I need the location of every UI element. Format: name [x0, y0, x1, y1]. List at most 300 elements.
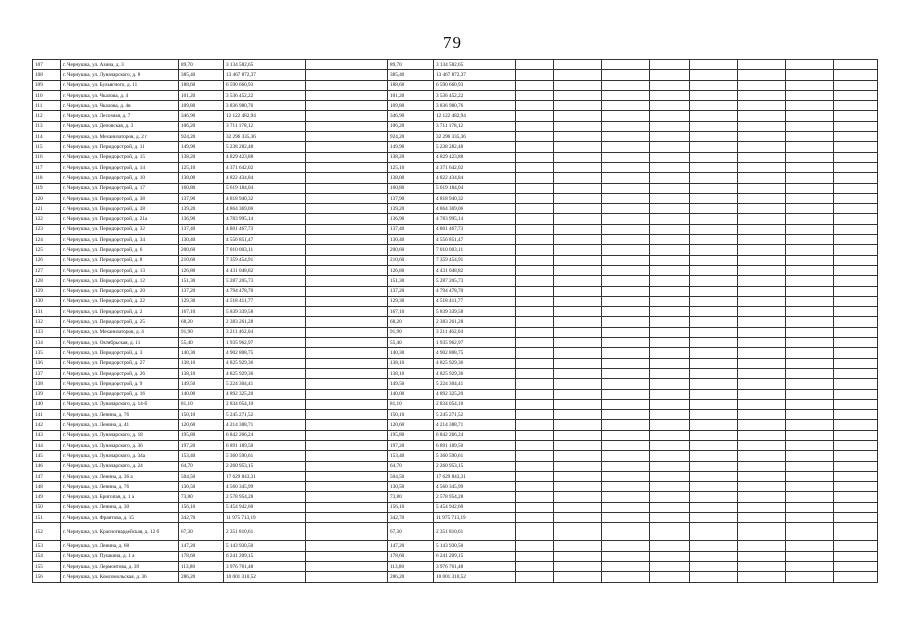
- empty-cell: [690, 162, 738, 172]
- empty-cell: [834, 101, 878, 111]
- area-cell: 504,50: [179, 471, 224, 481]
- address-cell: г. Чернушка, ул. Пермдорстрой, д. 9: [61, 379, 179, 389]
- area-repeat-cell: 138,10: [388, 368, 434, 378]
- area-repeat-cell: 64,70: [388, 461, 434, 471]
- area-repeat-cell: 151,30: [388, 276, 434, 286]
- empty-cell: [834, 348, 878, 358]
- empty-cell: [834, 368, 878, 378]
- empty-cell: [690, 152, 738, 162]
- empty-cell: [554, 121, 602, 131]
- address-cell: г. Чернушка, ул. Пермдорстрой, д. 38: [61, 193, 179, 203]
- table-row: [33, 348, 878, 358]
- cost-repeat-cell: 4 214 388,71: [434, 420, 516, 430]
- area-cell: 149,50: [179, 379, 224, 389]
- empty-cell: [602, 338, 650, 348]
- empty-cell: [738, 513, 786, 523]
- empty-cell: [602, 379, 650, 389]
- empty-col-cell: [306, 70, 388, 80]
- area-cell: 924,20: [179, 132, 224, 142]
- empty-cell: [650, 451, 690, 461]
- empty-cell: [602, 90, 650, 100]
- empty-cell: [602, 572, 650, 582]
- empty-cell: [650, 420, 690, 430]
- cost-cell: 4 892 325,20: [224, 389, 306, 399]
- cost-repeat-cell: 5 245 271,52: [434, 410, 516, 420]
- empty-cell: [738, 255, 786, 265]
- empty-col-cell: [306, 317, 388, 327]
- empty-cell: [602, 451, 650, 461]
- register-table: [32, 59, 878, 583]
- cost-repeat-cell: 4 825 929,36: [434, 368, 516, 378]
- empty-cell: [516, 492, 554, 502]
- empty-cell: [554, 389, 602, 399]
- area-cell: 200,60: [179, 245, 224, 255]
- empty-cell: [738, 358, 786, 368]
- empty-cell: [786, 255, 834, 265]
- area-repeat-cell: 130,40: [388, 235, 434, 245]
- table-row: [33, 183, 878, 193]
- area-cell: 210,60: [179, 255, 224, 265]
- empty-cell: [690, 440, 738, 450]
- cost-cell: 6 241 209,15: [224, 551, 306, 561]
- empty-cell: [554, 451, 602, 461]
- empty-cell: [834, 162, 878, 172]
- row-number-cell: 131: [33, 307, 61, 317]
- row-number-cell: 119: [33, 183, 61, 193]
- area-repeat-cell: 210,60: [388, 255, 434, 265]
- empty-cell: [738, 235, 786, 245]
- empty-cell: [554, 183, 602, 193]
- address-cell: г. Чернушка, ул. Ленина, д. 68: [61, 541, 179, 551]
- empty-cell: [786, 551, 834, 561]
- empty-cell: [690, 513, 738, 523]
- empty-col-cell: [306, 551, 388, 561]
- empty-col-cell: [306, 142, 388, 152]
- empty-cell: [516, 142, 554, 152]
- empty-cell: [554, 338, 602, 348]
- address-cell: г. Чернушка, ул. Луначарского, д. 18: [61, 430, 179, 440]
- empty-cell: [516, 430, 554, 440]
- area-repeat-cell: 504,50: [388, 471, 434, 481]
- cost-repeat-cell: 10 001 310,52: [434, 572, 516, 582]
- empty-cell: [602, 121, 650, 131]
- cost-cell: 4 560 345,99: [224, 482, 306, 492]
- empty-cell: [602, 492, 650, 502]
- empty-cell: [516, 502, 554, 512]
- address-cell: г. Чернушка, ул. Пермдорстрой, д. 22: [61, 296, 179, 306]
- empty-cell: [554, 111, 602, 121]
- page-number: 79: [443, 33, 462, 52]
- empty-cell: [834, 482, 878, 492]
- empty-cell: [834, 142, 878, 152]
- cost-cell: 2 578 954,28: [224, 492, 306, 502]
- area-repeat-cell: 160,80: [388, 183, 434, 193]
- empty-cell: [554, 173, 602, 183]
- address-cell: г. Чернушка, ул. Луначарского, д. 24: [61, 461, 179, 471]
- empty-cell: [690, 410, 738, 420]
- empty-cell: [690, 173, 738, 183]
- cost-cell: 4 556 851,47: [224, 235, 306, 245]
- empty-cell: [834, 561, 878, 571]
- address-cell: г. Чернушка, ул. Пушкина, д. 1 а: [61, 551, 179, 561]
- cost-cell: 3 134 582,65: [224, 60, 306, 70]
- empty-cell: [738, 348, 786, 358]
- empty-cell: [650, 430, 690, 440]
- empty-cell: [738, 551, 786, 561]
- empty-cell: [738, 193, 786, 203]
- area-cell: 130,50: [179, 482, 224, 492]
- empty-cell: [602, 461, 650, 471]
- address-cell: г. Чернушка, ул. Франтова, д. 15: [61, 513, 179, 523]
- empty-cell: [516, 90, 554, 100]
- row-number-cell: 128: [33, 276, 61, 286]
- empty-cell: [516, 265, 554, 275]
- empty-cell: [690, 348, 738, 358]
- empty-cell: [738, 471, 786, 481]
- empty-cell: [834, 541, 878, 551]
- empty-cell: [602, 317, 650, 327]
- address-cell: г. Чернушка, ул. Ленина, д. 41: [61, 420, 179, 430]
- empty-cell: [650, 183, 690, 193]
- row-number-cell: 140: [33, 399, 61, 409]
- empty-cell: [690, 90, 738, 100]
- empty-cell: [554, 502, 602, 512]
- empty-cell: [516, 410, 554, 420]
- area-cell: 67,30: [179, 523, 224, 541]
- table-row: [33, 338, 878, 348]
- empty-cell: [690, 551, 738, 561]
- empty-cell: [516, 60, 554, 70]
- address-cell: г. Чернушка, ул. Комсомольская, д. 36: [61, 572, 179, 582]
- table-row: [33, 204, 878, 214]
- empty-cell: [690, 265, 738, 275]
- empty-cell: [554, 430, 602, 440]
- empty-cell: [690, 368, 738, 378]
- empty-cell: [602, 561, 650, 571]
- empty-cell: [554, 440, 602, 450]
- empty-cell: [554, 572, 602, 582]
- empty-col-cell: [306, 90, 388, 100]
- empty-cell: [602, 471, 650, 481]
- cost-repeat-cell: 2 834 054,10: [434, 399, 516, 409]
- empty-cell: [738, 379, 786, 389]
- address-cell: г. Чернушка, ул. Пермдорстрой, д. 21а: [61, 214, 179, 224]
- empty-cell: [516, 286, 554, 296]
- cost-cell: 2 834 054,10: [224, 399, 306, 409]
- empty-cell: [602, 410, 650, 420]
- empty-cell: [738, 561, 786, 571]
- empty-cell: [650, 214, 690, 224]
- empty-cell: [650, 482, 690, 492]
- empty-cell: [834, 327, 878, 337]
- empty-cell: [690, 471, 738, 481]
- empty-cell: [516, 513, 554, 523]
- row-number-cell: 121: [33, 204, 61, 214]
- empty-col-cell: [306, 235, 388, 245]
- area-repeat-cell: 137,90: [388, 193, 434, 203]
- empty-cell: [690, 224, 738, 234]
- area-cell: 129,30: [179, 296, 224, 306]
- table-row: [33, 142, 878, 152]
- empty-cell: [516, 152, 554, 162]
- empty-cell: [650, 142, 690, 152]
- row-number-cell: 130: [33, 296, 61, 306]
- empty-col-cell: [306, 451, 388, 461]
- cost-repeat-cell: 5 143 930,50: [434, 541, 516, 551]
- cost-cell: 5 839 339,58: [224, 307, 306, 317]
- area-cell: 139,20: [179, 204, 224, 214]
- empty-col-cell: [306, 183, 388, 193]
- row-number-cell: 149: [33, 492, 61, 502]
- empty-cell: [834, 379, 878, 389]
- empty-cell: [516, 183, 554, 193]
- empty-cell: [738, 410, 786, 420]
- empty-cell: [690, 523, 738, 541]
- table-row: [33, 70, 878, 80]
- empty-cell: [516, 420, 554, 430]
- area-cell: 81,10: [179, 399, 224, 409]
- empty-col-cell: [306, 338, 388, 348]
- empty-cell: [690, 461, 738, 471]
- empty-cell: [834, 204, 878, 214]
- row-number-cell: 155: [33, 561, 61, 571]
- empty-col-cell: [306, 348, 388, 358]
- table-row: [33, 471, 878, 481]
- address-cell: г. Чернушка, ул. Пермдорстрой, д. 6: [61, 245, 179, 255]
- empty-cell: [650, 379, 690, 389]
- area-repeat-cell: 286,20: [388, 572, 434, 582]
- cost-cell: 5 454 942,60: [224, 502, 306, 512]
- empty-cell: [738, 101, 786, 111]
- empty-cell: [786, 235, 834, 245]
- empty-cell: [738, 60, 786, 70]
- empty-cell: [602, 296, 650, 306]
- area-repeat-cell: 195,80: [388, 430, 434, 440]
- empty-cell: [690, 70, 738, 80]
- cost-cell: 4 518 411,77: [224, 296, 306, 306]
- empty-cell: [554, 162, 602, 172]
- address-cell: г. Чернушка, ул. Чкалова, д. 4: [61, 90, 179, 100]
- empty-cell: [602, 142, 650, 152]
- cost-cell: 32 296 335,36: [224, 132, 306, 142]
- empty-cell: [786, 152, 834, 162]
- empty-cell: [786, 471, 834, 481]
- empty-cell: [738, 307, 786, 317]
- empty-cell: [554, 60, 602, 70]
- empty-cell: [516, 101, 554, 111]
- address-cell: г. Чернушка, ул. Пермдорстрой, д. 11: [61, 142, 179, 152]
- empty-col-cell: [306, 286, 388, 296]
- empty-cell: [690, 379, 738, 389]
- cost-repeat-cell: 3 836 980,76: [434, 101, 516, 111]
- cost-cell: 2 351 810,61: [224, 523, 306, 541]
- address-cell: г. Чернушка, ул. Пермдорстрой, д. 10: [61, 173, 179, 183]
- empty-cell: [690, 60, 738, 70]
- empty-cell: [554, 358, 602, 368]
- address-cell: г. Чернушка, ул. Пермдорстрой, д. 26: [61, 368, 179, 378]
- row-number-cell: 143: [33, 430, 61, 440]
- empty-cell: [602, 265, 650, 275]
- empty-cell: [602, 183, 650, 193]
- area-cell: 286,20: [179, 572, 224, 582]
- empty-col-cell: [306, 265, 388, 275]
- cost-repeat-cell: 4 892 325,20: [434, 389, 516, 399]
- empty-cell: [516, 70, 554, 80]
- cost-repeat-cell: 4 822 434,84: [434, 173, 516, 183]
- empty-cell: [554, 214, 602, 224]
- empty-cell: [602, 204, 650, 214]
- table-row: [33, 132, 878, 142]
- empty-cell: [554, 492, 602, 502]
- cost-repeat-cell: 5 839 339,58: [434, 307, 516, 317]
- area-repeat-cell: 81,10: [388, 399, 434, 409]
- empty-col-cell: [306, 368, 388, 378]
- empty-cell: [690, 142, 738, 152]
- area-repeat-cell: 140,30: [388, 348, 434, 358]
- empty-cell: [650, 296, 690, 306]
- empty-cell: [690, 121, 738, 131]
- row-number-cell: 137: [33, 368, 61, 378]
- empty-cell: [554, 296, 602, 306]
- table-row: [33, 492, 878, 502]
- empty-cell: [834, 183, 878, 193]
- empty-cell: [786, 461, 834, 471]
- empty-cell: [650, 348, 690, 358]
- empty-cell: [786, 389, 834, 399]
- cost-cell: 4 783 995,14: [224, 214, 306, 224]
- empty-cell: [786, 276, 834, 286]
- empty-cell: [786, 368, 834, 378]
- row-number-cell: 138: [33, 379, 61, 389]
- empty-cell: [602, 399, 650, 409]
- empty-cell: [738, 276, 786, 286]
- empty-cell: [786, 265, 834, 275]
- empty-col-cell: [306, 101, 388, 111]
- empty-cell: [786, 358, 834, 368]
- empty-cell: [602, 440, 650, 450]
- empty-col-cell: [306, 358, 388, 368]
- empty-cell: [834, 440, 878, 450]
- empty-cell: [786, 338, 834, 348]
- empty-cell: [602, 80, 650, 90]
- area-cell: 346,90: [179, 111, 224, 121]
- table-row: [33, 551, 878, 561]
- empty-cell: [786, 561, 834, 571]
- empty-cell: [690, 235, 738, 245]
- empty-cell: [738, 482, 786, 492]
- empty-cell: [554, 70, 602, 80]
- area-repeat-cell: 139,20: [388, 204, 434, 214]
- cost-repeat-cell: 12 122 482,94: [434, 111, 516, 121]
- empty-cell: [738, 572, 786, 582]
- empty-cell: [554, 368, 602, 378]
- empty-cell: [834, 152, 878, 162]
- empty-cell: [516, 348, 554, 358]
- empty-cell: [602, 286, 650, 296]
- cost-cell: 6 590 660,93: [224, 80, 306, 90]
- row-number-cell: 148: [33, 482, 61, 492]
- table-row: [33, 513, 878, 523]
- address-cell: г. Чернушка, ул. Пермдорстрой, д. 25: [61, 317, 179, 327]
- empty-cell: [554, 348, 602, 358]
- empty-cell: [516, 471, 554, 481]
- address-cell: г. Чернушка, ул. Пермдорстрой, д. 28: [61, 204, 179, 214]
- empty-cell: [554, 245, 602, 255]
- area-cell: 137,20: [179, 286, 224, 296]
- empty-cell: [834, 502, 878, 512]
- empty-cell: [786, 162, 834, 172]
- empty-cell: [650, 152, 690, 162]
- cost-cell: 4 822 434,84: [224, 173, 306, 183]
- empty-cell: [738, 286, 786, 296]
- empty-cell: [516, 327, 554, 337]
- row-number-cell: 142: [33, 420, 61, 430]
- empty-cell: [554, 193, 602, 203]
- area-repeat-cell: 120,60: [388, 420, 434, 430]
- empty-cell: [834, 235, 878, 245]
- empty-cell: [516, 235, 554, 245]
- empty-cell: [650, 265, 690, 275]
- empty-cell: [554, 561, 602, 571]
- cost-cell: 6 842 266,24: [224, 430, 306, 440]
- empty-cell: [516, 162, 554, 172]
- row-number-cell: 146: [33, 461, 61, 471]
- empty-cell: [650, 368, 690, 378]
- empty-cell: [834, 389, 878, 399]
- empty-cell: [786, 183, 834, 193]
- empty-cell: [516, 173, 554, 183]
- area-repeat-cell: 924,20: [388, 132, 434, 142]
- empty-col-cell: [306, 245, 388, 255]
- table-row: [33, 224, 878, 234]
- address-cell: г. Чернушка, ул. Пермдорстрой, д. 16: [61, 389, 179, 399]
- cost-cell: 5 245 271,52: [224, 410, 306, 420]
- empty-cell: [602, 132, 650, 142]
- area-cell: 120,60: [179, 420, 224, 430]
- table-row: [33, 482, 878, 492]
- area-cell: 197,20: [179, 440, 224, 450]
- empty-col-cell: [306, 307, 388, 317]
- empty-cell: [554, 482, 602, 492]
- empty-cell: [516, 561, 554, 571]
- empty-cell: [650, 410, 690, 420]
- empty-cell: [516, 482, 554, 492]
- empty-cell: [554, 286, 602, 296]
- empty-cell: [650, 173, 690, 183]
- empty-cell: [690, 101, 738, 111]
- cost-repeat-cell: 32 296 335,36: [434, 132, 516, 142]
- empty-cell: [690, 111, 738, 121]
- cost-cell: 4 431 048,82: [224, 265, 306, 275]
- empty-cell: [690, 451, 738, 461]
- table-row: [33, 440, 878, 450]
- empty-cell: [786, 440, 834, 450]
- empty-cell: [516, 379, 554, 389]
- row-number-cell: 156: [33, 572, 61, 582]
- area-cell: 113,80: [179, 561, 224, 571]
- empty-cell: [786, 502, 834, 512]
- empty-cell: [786, 132, 834, 142]
- address-cell: г. Чернушка, ул. Пермдорстрой, д. 2: [61, 307, 179, 317]
- table-row: [33, 572, 878, 582]
- empty-cell: [650, 162, 690, 172]
- address-cell: г. Чернушка, ул. Пермдорстрой, д. 14: [61, 162, 179, 172]
- empty-cell: [554, 523, 602, 541]
- row-number-cell: 115: [33, 142, 61, 152]
- empty-cell: [602, 327, 650, 337]
- empty-cell: [834, 296, 878, 306]
- empty-cell: [690, 307, 738, 317]
